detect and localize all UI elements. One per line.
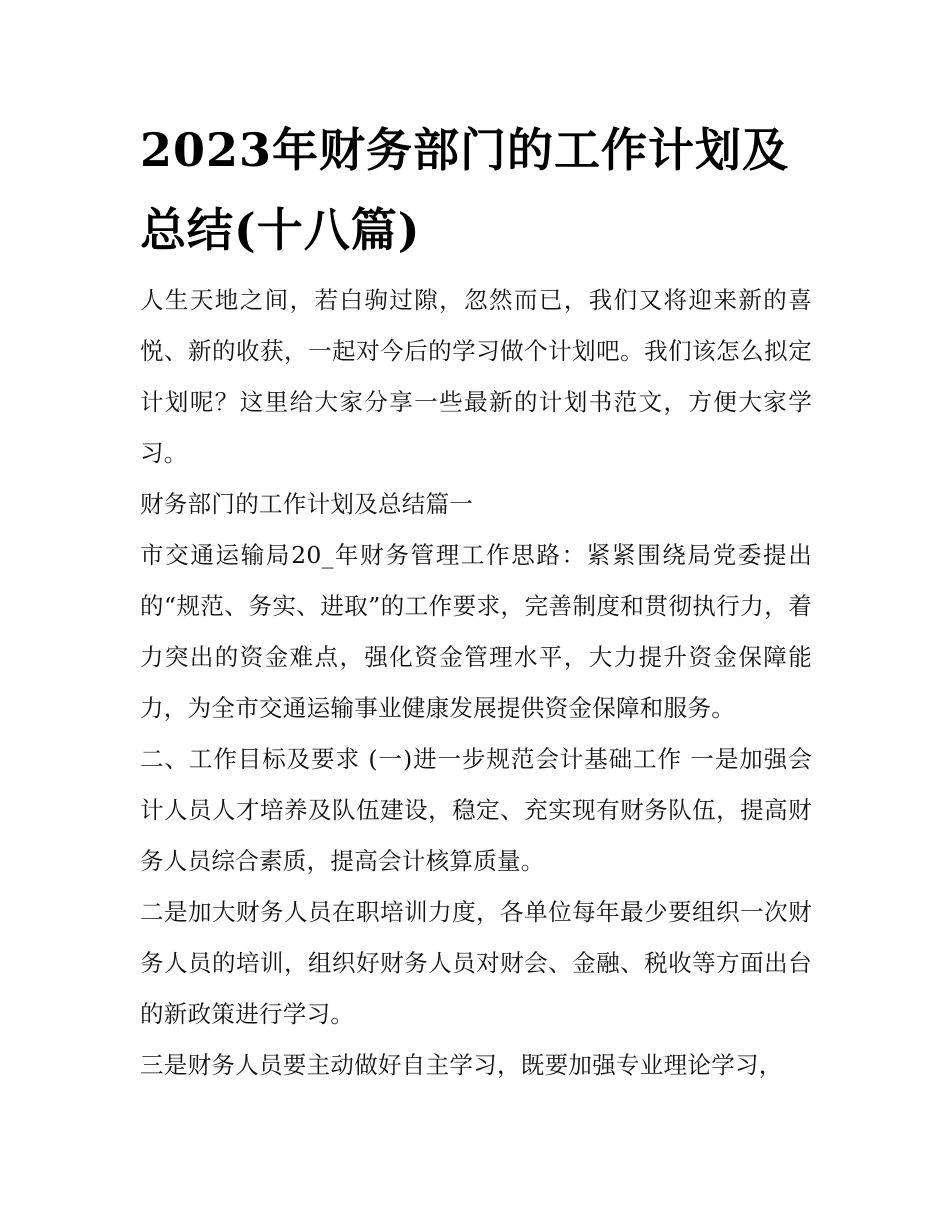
section-heading: 财务部门的工作计划及总结篇一 [140, 490, 474, 518]
body-paragraph: 二是加大财务人员在职培训力度，各单位每年最少要组织一次财务人员的培训，组织好财务人员对财会、金融、税收等方面出台的新政策进行学习。 [140, 898, 812, 1028]
document-title: 2023年财务部门的工作计划及总结(十八篇) [140, 123, 790, 257]
body-paragraph: 三是财务人员要主动做好自主学习，既要加强专业理论学习， [140, 1051, 783, 1079]
document-body [140, 275, 812, 1091]
body-paragraph: 市交通运输局20_年财务管理工作思路：紧紧围绕局党委提出的“规范、务实、进取”的工作要求，完善制度和贯彻执行力，着力突出的资金难点，强化资金管理水平，大力提升资金保障能力，为全市交通运输事业健康发展提供资金保障和服务。 [140, 541, 812, 722]
body-paragraph: 二、工作目标及要求 (一)进一步规范会计基础工作 一是加强会计人员人才培养及队伍建设，稳定、充实现有财务队伍，提高财务人员综合素质，提高会计核算质量。 [140, 745, 812, 875]
intro-paragraph: 人生天地之间，若白驹过隙，忽然而已，我们又将迎来新的喜悦、新的收获，一起对今后的学习做个计划吧。我们该怎么拟定计划呢？这里给大家分享一些最新的计划书范文，方便大家学习。 [140, 286, 812, 467]
